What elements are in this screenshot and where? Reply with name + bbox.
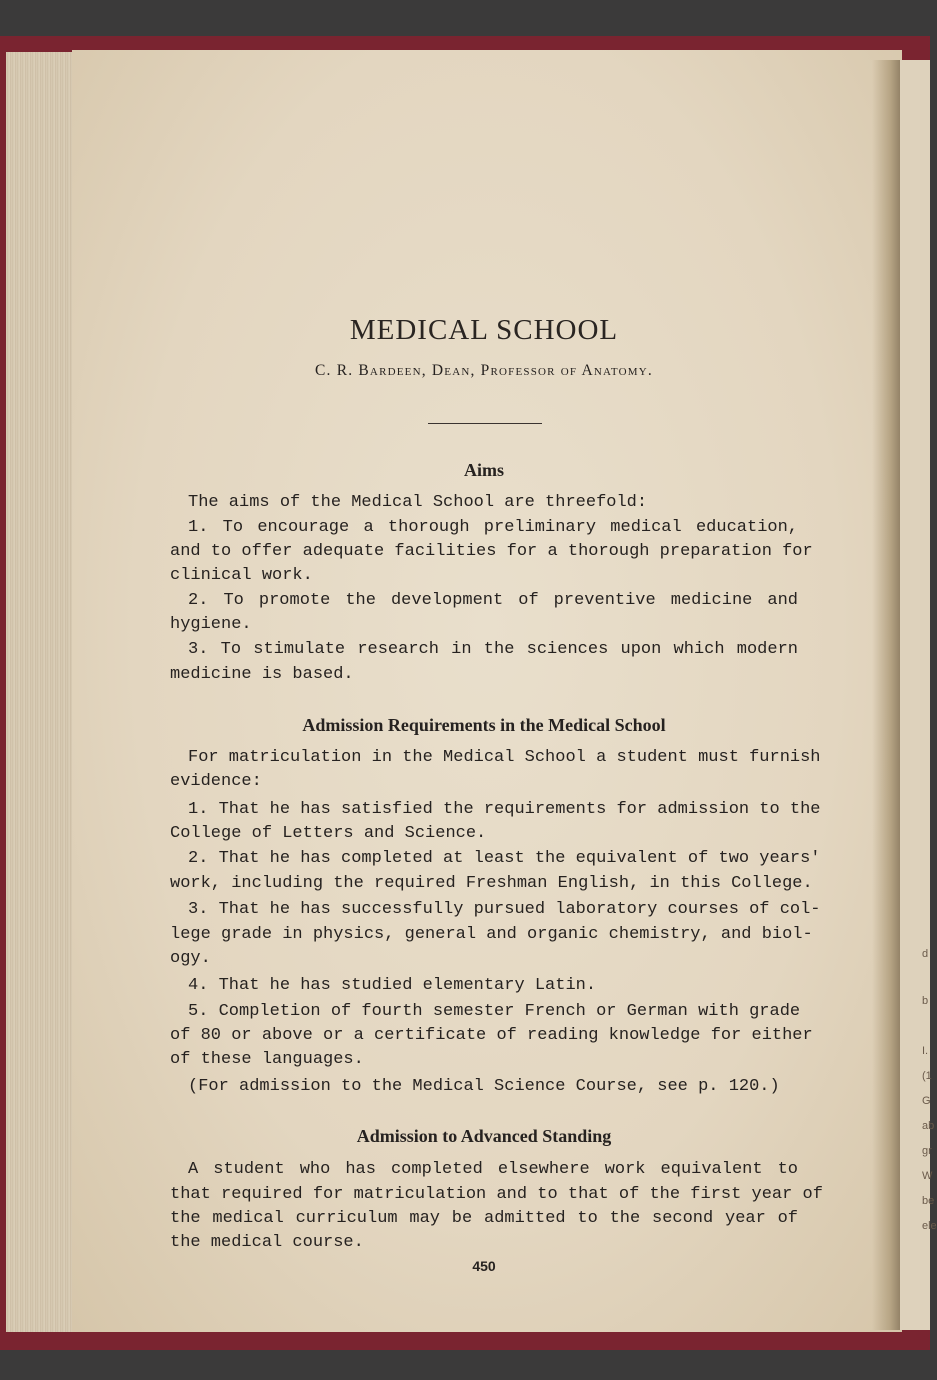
divider-rule <box>428 423 542 424</box>
page-title: MEDICAL SCHOOL <box>349 314 619 346</box>
admission-line: (For admission to the Medical Science Course, see p. 120.) <box>188 1077 780 1096</box>
next-page-fragment: G <box>922 1095 931 1107</box>
admission-line: 1. That he has satisfied the requirements for admission to the <box>188 800 821 819</box>
advanced-line: that required for matriculation and to that of the first year of <box>170 1185 823 1204</box>
admission-line: evidence: <box>170 772 262 791</box>
admission-line: ogy. <box>170 949 211 968</box>
admission-line: of these languages. <box>170 1050 364 1069</box>
aims-line: medicine is based. <box>170 665 354 684</box>
admission-line: 4. That he has studied elementary Latin. <box>188 976 597 995</box>
section-heading-aims: Aims <box>464 460 504 480</box>
next-page-fragment: ele <box>922 1220 937 1232</box>
aims-line: 1. To encourage a thorough preliminary medical education, <box>188 518 798 537</box>
next-page-fragment: gr <box>922 1145 932 1157</box>
aims-line: clinical work. <box>170 566 313 585</box>
next-page-fragment: W <box>922 1170 933 1182</box>
next-page-fragment: be <box>922 1195 935 1207</box>
aims-line: hygiene. <box>170 615 252 634</box>
aims-line: 2. To promote the development of preventive medicine and <box>188 591 798 610</box>
next-page-edge <box>900 60 937 1330</box>
next-page-fragment: d <box>922 948 929 960</box>
admission-line: lege grade in physics, general and organic chemistry, and biol- <box>170 925 813 944</box>
page-number: 450 <box>472 1258 496 1274</box>
book-page <box>72 50 902 1332</box>
page-gutter <box>872 60 902 1330</box>
next-page-fragment: b <box>922 995 929 1007</box>
advanced-line: the medical course. <box>170 1233 364 1252</box>
section-heading-admission: Admission Requirements in the Medical School <box>302 715 666 735</box>
advanced-line: A student who has completed elsewhere work equivalent to <box>188 1160 798 1179</box>
admission-line: of 80 or above or a certificate of reading knowledge for either <box>170 1026 813 1045</box>
aims-line: and to offer adequate facilities for a thorough preparation for <box>170 542 813 561</box>
section-heading-advanced: Admission to Advanced Standing <box>356 1126 612 1146</box>
next-page-fragment: I. <box>922 1045 929 1057</box>
admission-line: 3. That he has successfully pursued laboratory courses of col- <box>188 900 821 919</box>
page-edges <box>6 52 80 1332</box>
aims-line: 3. To stimulate research in the sciences upon which modern <box>188 640 798 659</box>
admission-line: 2. That he has completed at least the equivalent of two years' <box>188 849 821 868</box>
aims-line: The aims of the Medical School are threefold: <box>188 493 648 512</box>
admission-line: College of Letters and Science. <box>170 824 487 843</box>
next-page-fragment: (1 <box>922 1070 932 1082</box>
next-page-fragment: ab <box>922 1120 935 1132</box>
admission-line: 5. Completion of fourth semester French or German with grade <box>188 1002 801 1021</box>
admission-line: For matriculation in the Medical School a student must furnish <box>188 748 821 767</box>
advanced-line: the medical curriculum may be admitted to the second year of <box>170 1209 798 1228</box>
page-subtitle: C. R. Bardeen, Dean, Professor of Anatomy. <box>315 362 653 379</box>
admission-line: work, including the required Freshman English, in this College. <box>170 874 813 893</box>
